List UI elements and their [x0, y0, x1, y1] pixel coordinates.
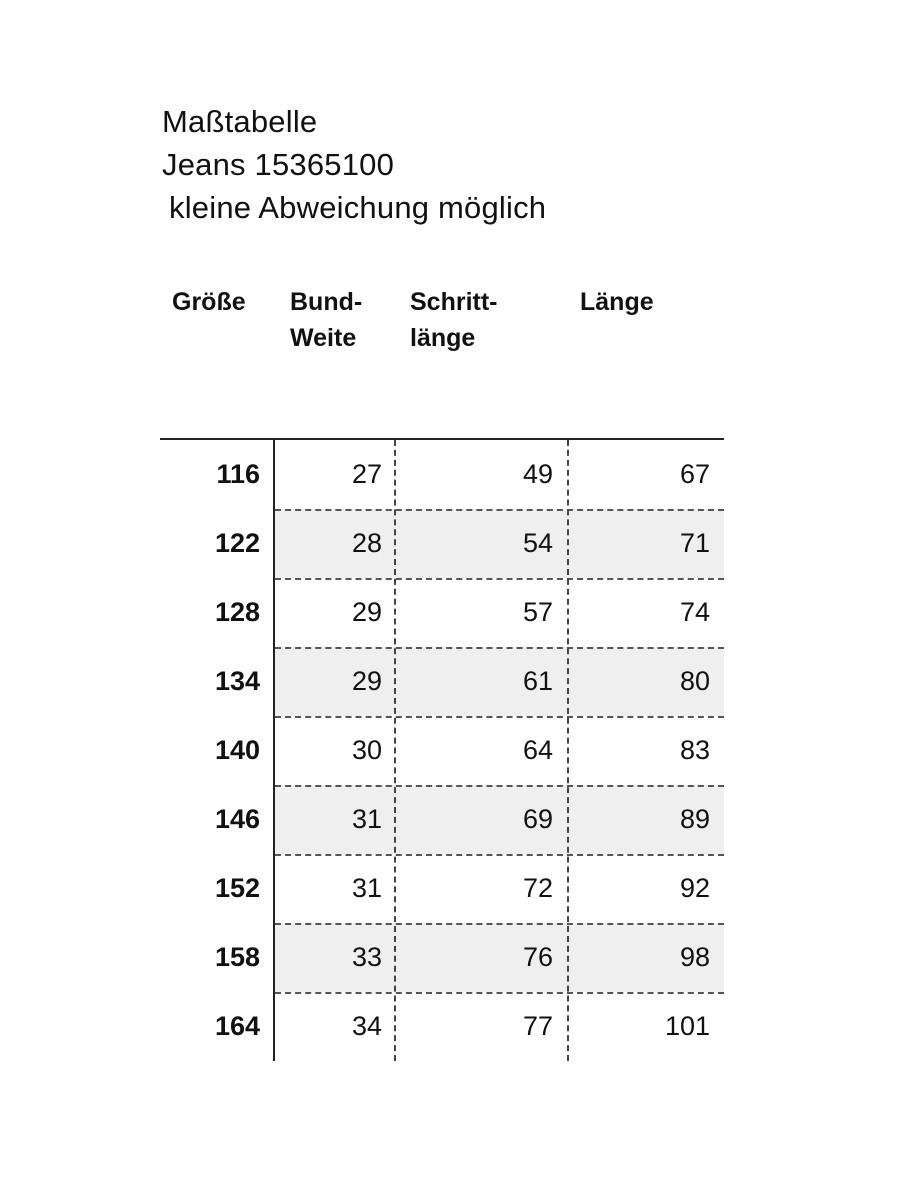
- schrittlaenge-cell: 77: [522, 1011, 553, 1041]
- bundweite-cell: 27: [351, 459, 382, 489]
- bundweite-cell: 28: [351, 528, 382, 558]
- table-row: [160, 647, 724, 716]
- schrittlaenge-cell: 54: [522, 528, 553, 558]
- laenge-cell: 101: [664, 1011, 710, 1041]
- schrittlaenge-cell: 57: [522, 597, 553, 627]
- laenge-cell: 71: [679, 528, 710, 558]
- column-header-laenge: Länge: [580, 288, 654, 316]
- bundweite-cell: 29: [351, 597, 382, 627]
- size-cell: 116: [216, 459, 260, 489]
- title-block: [162, 100, 546, 229]
- column-divider-dashed-2: [567, 440, 569, 1061]
- bundweite-cell: 31: [351, 804, 382, 834]
- laenge-cell: 80: [679, 666, 710, 696]
- bundweite-cell: 29: [351, 666, 382, 696]
- bundweite-cell: 34: [351, 1011, 382, 1041]
- product-name: Jeans 15365100: [162, 147, 395, 182]
- column-header-schrittlaenge: Schritt- länge: [410, 288, 498, 352]
- size-cell: 164: [214, 1011, 260, 1041]
- schrittlaenge-cell: 69: [522, 804, 553, 834]
- column-divider-dashed-1: [394, 440, 396, 1061]
- schrittlaenge-cell: 61: [522, 666, 553, 696]
- size-table: [160, 438, 724, 1061]
- bundweite-cell: 33: [351, 942, 382, 972]
- size-cell: 122: [214, 528, 260, 558]
- bundweite-cell: 31: [351, 873, 382, 903]
- laenge-cell: 67: [679, 459, 710, 489]
- table-row: [160, 854, 724, 923]
- deviation-note: kleine Abweichung möglich: [169, 190, 547, 225]
- table-row: [160, 509, 724, 578]
- table-row: [160, 785, 724, 854]
- laenge-cell: 92: [679, 873, 710, 903]
- schrittlaenge-cell: 76: [522, 942, 553, 972]
- bundweite-cell: 30: [351, 735, 382, 765]
- table-row: [160, 923, 724, 992]
- laenge-cell: 83: [679, 735, 710, 765]
- size-cell: 158: [214, 942, 260, 972]
- size-cell: 140: [214, 735, 260, 765]
- table-row: [160, 440, 724, 509]
- size-cell: 152: [214, 873, 260, 903]
- table-row: [160, 578, 724, 647]
- size-cell: 134: [214, 666, 260, 696]
- schrittlaenge-cell: 64: [522, 735, 553, 765]
- size-column-divider: [273, 438, 275, 1061]
- laenge-cell: 89: [679, 804, 710, 834]
- schrittlaenge-cell: 72: [522, 873, 553, 903]
- size-cell: 146: [214, 804, 260, 834]
- schrittlaenge-cell: 49: [522, 459, 553, 489]
- page-title: Maßtabelle: [162, 104, 318, 139]
- laenge-cell: 98: [679, 942, 710, 972]
- table-row: [160, 992, 724, 1061]
- size-cell: 128: [214, 597, 260, 627]
- laenge-cell: 74: [679, 597, 710, 627]
- table-row: [160, 716, 724, 785]
- column-header-groesse: Größe: [172, 288, 246, 316]
- column-header-bundweite: Bund- Weite: [290, 288, 363, 352]
